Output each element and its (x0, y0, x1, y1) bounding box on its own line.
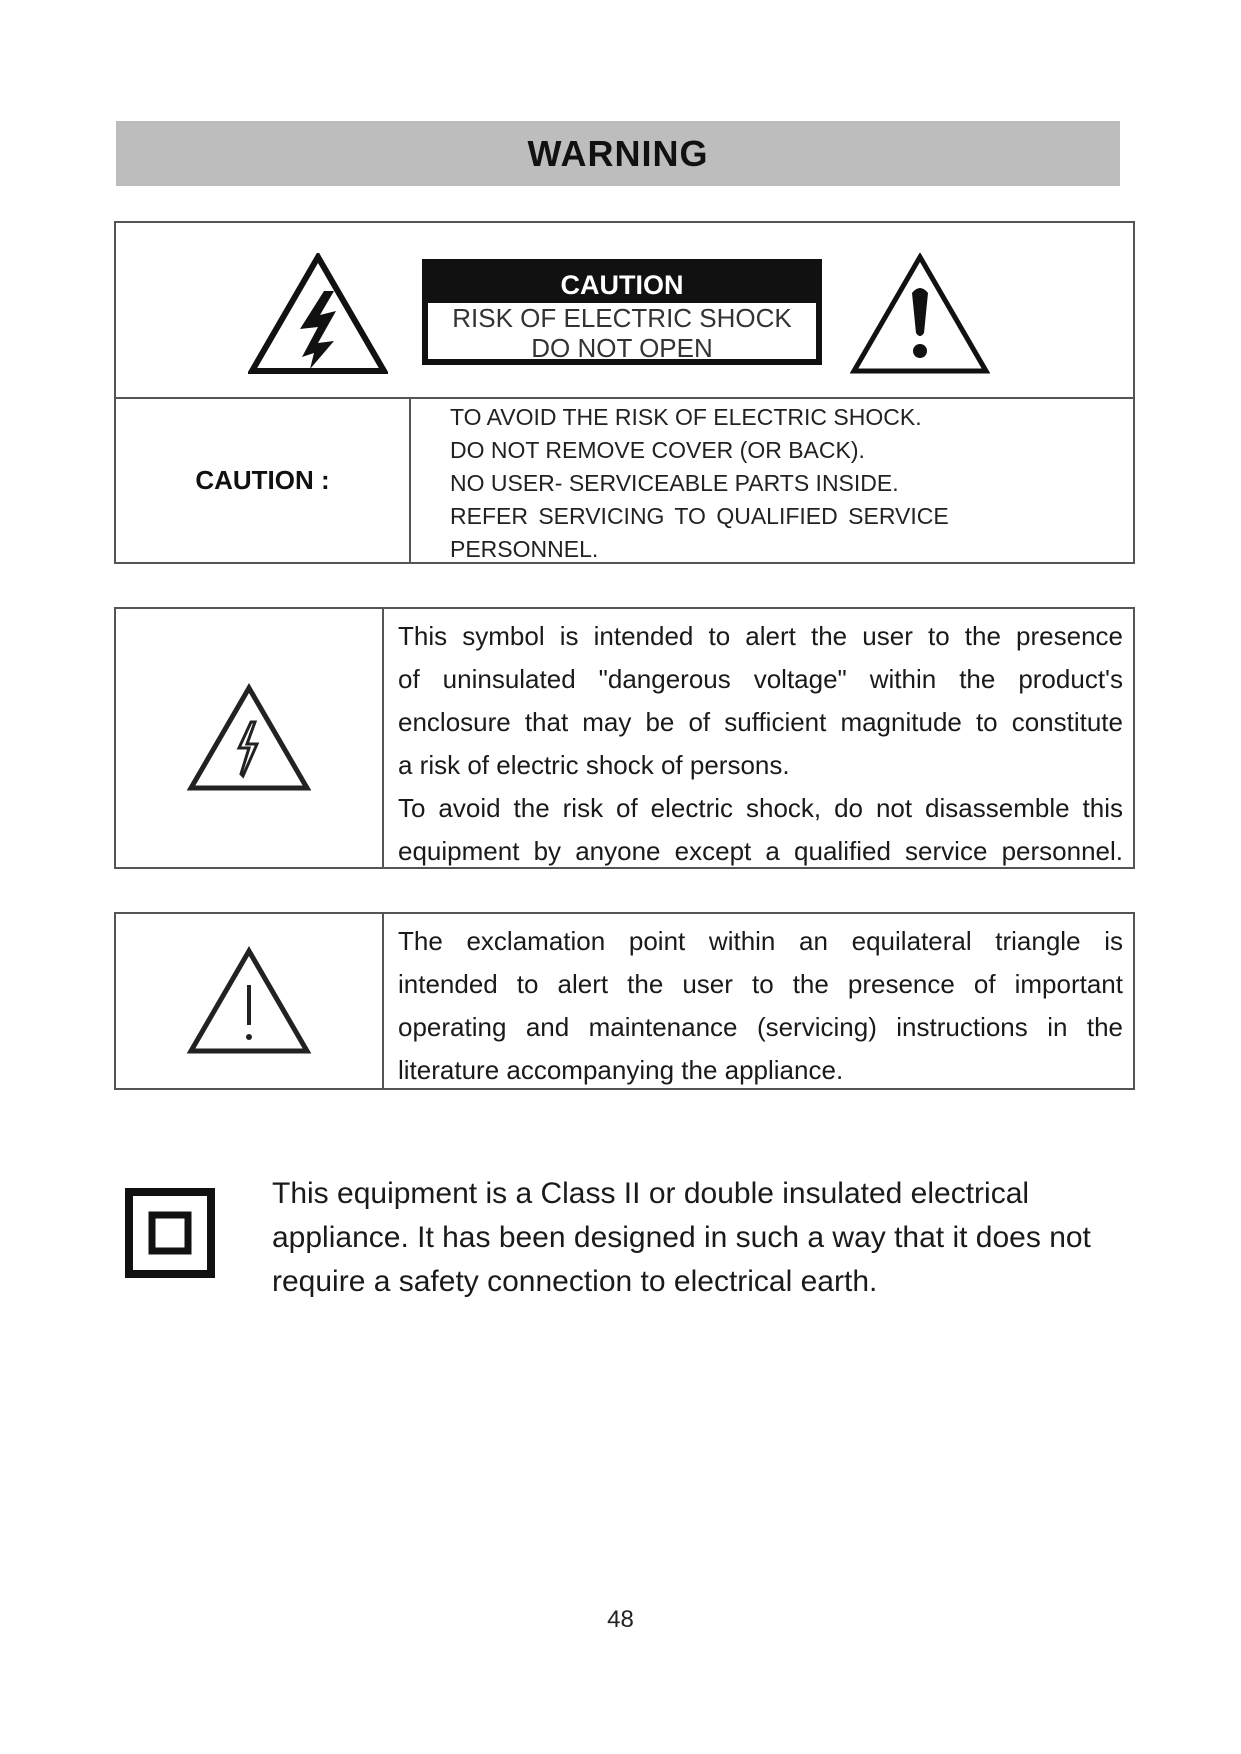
caution-line: NO USER- SERVICEABLE PARTS INSIDE. (450, 470, 899, 496)
description-line: operating and maintenance (servicing) instructions in the (398, 1012, 1123, 1042)
caution-label-sign (422, 259, 822, 365)
description-line: To avoid the risk of electric shock, do not disassemble this (398, 793, 1123, 823)
description-line: The exclamation point within an equilateral triangle is (398, 926, 1123, 956)
exclamation-triangle-icon (850, 253, 990, 375)
warning-header (116, 121, 1120, 186)
class-ii-description (272, 1172, 1132, 1304)
caution-left-label (116, 399, 411, 562)
caution-line: TO AVOID THE RISK OF ELECTRIC SHOCK. (450, 404, 922, 430)
description-line: This symbol is intended to alert the user to the presence (398, 621, 1123, 651)
lightning-triangle-icon (248, 253, 388, 375)
caution-line: DO NOT REMOVE COVER (OR BACK). (450, 437, 865, 463)
caution-label-line-1: RISK OF ELECTRIC SHOCK (452, 303, 792, 333)
caution-instructions (450, 401, 1123, 566)
voltage-symbol-panel (114, 607, 1135, 869)
caution-label: CAUTION : (195, 465, 330, 495)
description-line: equipment by anyone except a qualified service personnel. (398, 836, 1123, 866)
caution-symbols-row (116, 223, 1133, 399)
class-ii-line: require a safety connection to electrical earth. (272, 1265, 878, 1298)
voltage-symbol-description (398, 615, 1123, 873)
description-line: enclosure that may be of sufficient magnitude to constitute (398, 707, 1123, 737)
class-ii-double-square-icon (125, 1188, 215, 1278)
caution-label-line-2: DO NOT OPEN (531, 333, 713, 363)
caution-line: PERSONNEL. (450, 536, 599, 562)
description-line: a risk of electric shock of persons. (398, 750, 790, 780)
page-number: 48 (607, 1606, 634, 1633)
lightning-triangle-icon (185, 682, 313, 794)
exclamation-triangle-icon (185, 945, 313, 1057)
class-ii-line: This equipment is a Class II or double insulated electrical (272, 1177, 1030, 1210)
exclamation-symbol-cell (116, 914, 384, 1088)
description-line: intended to alert the user to the presence of important (398, 969, 1123, 999)
caution-label-heading: CAUTION (428, 265, 816, 303)
exclamation-symbol-panel (114, 912, 1135, 1090)
caution-panel (114, 221, 1135, 564)
class-ii-line: appliance. It has been designed in such a way that it does not (272, 1221, 1091, 1254)
voltage-symbol-cell (116, 609, 384, 867)
caution-line: REFER SERVICING TO QUALIFIED SERVICE (450, 503, 949, 529)
exclamation-symbol-description (398, 920, 1123, 1092)
caution-text-row (116, 399, 1133, 562)
warning-title: WARNING (527, 132, 709, 174)
description-line: literature accompanying the appliance. (398, 1055, 844, 1085)
description-line: of uninsulated "dangerous voltage" within the product's (398, 664, 1123, 694)
